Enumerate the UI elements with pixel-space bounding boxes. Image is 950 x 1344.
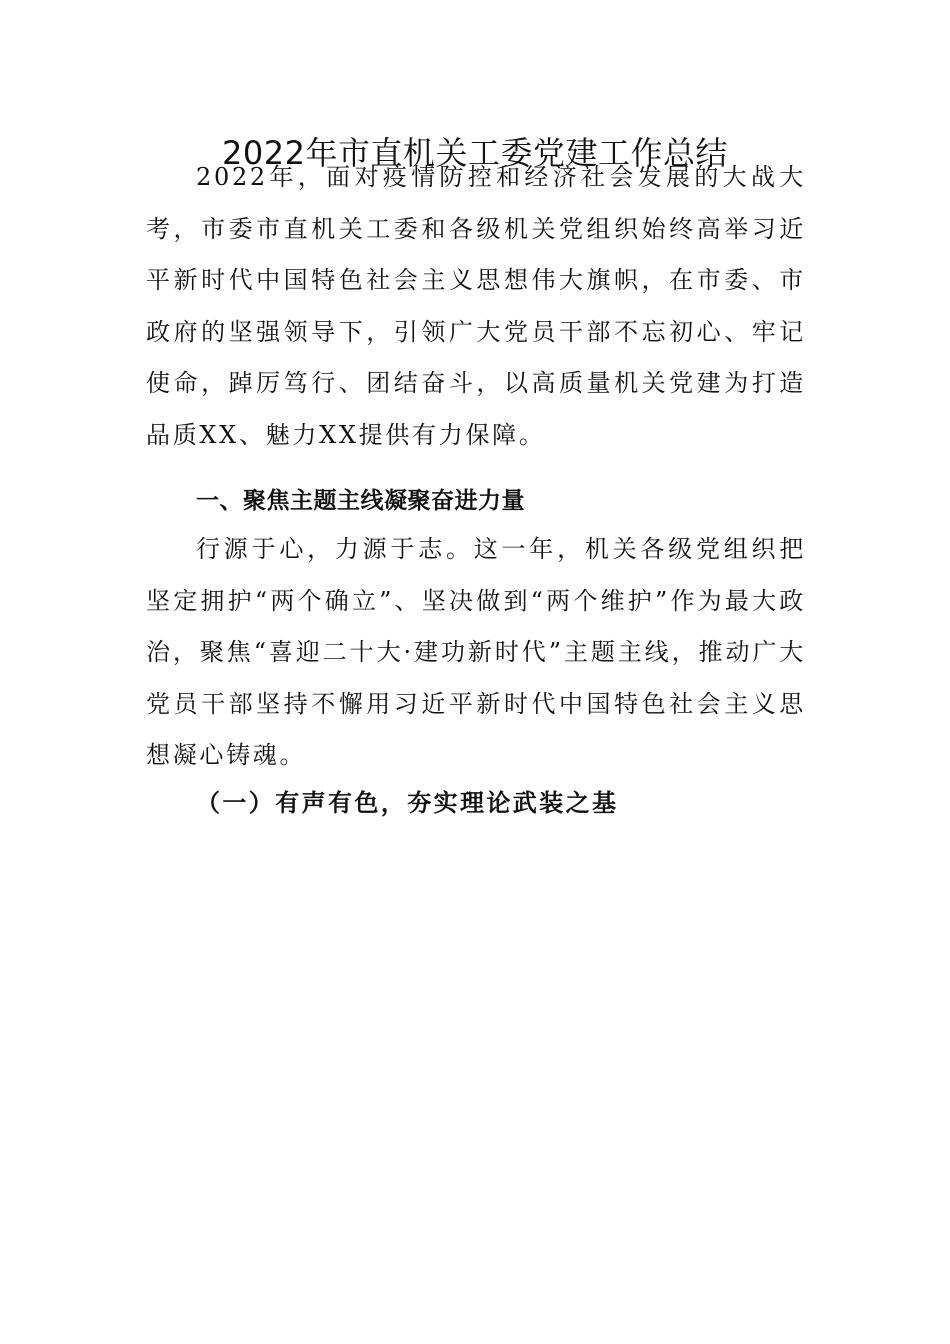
- subsection-heading: （一）有声有色，夯实理论武装之基: [196, 788, 619, 817]
- intro-paragraph: 2022年，面对疫情防控和经济社会发展的大战大考，市委市直机关工委和各级机关党组织始终高举习近平新时代中国特色社会主义思想伟大旗帜，在市委、市政府的坚强领导下，引领广大党员干部不忘初心、牢记使命，踔厉笃行、团结奋斗，以高质量机关党建为打造品质XX、魅力XX提供有力保障。: [146, 163, 806, 449]
- section-heading: 一、聚焦主题主线凝聚奋进力量: [196, 488, 525, 514]
- section-paragraph: 行源于心，力源于志。这一年，机关各级党组织把坚定拥护“两个确立”、坚决做到“两个维护”作为最大政治，聚焦“喜迎二十大·建功新时代”主题主线，推动广大党员干部坚持不懈用习近平新时代中国特色社会主义思想凝心铸魂。: [146, 535, 806, 769]
- document-title: 2022年市直机关工委党建工作总结: [222, 134, 728, 172]
